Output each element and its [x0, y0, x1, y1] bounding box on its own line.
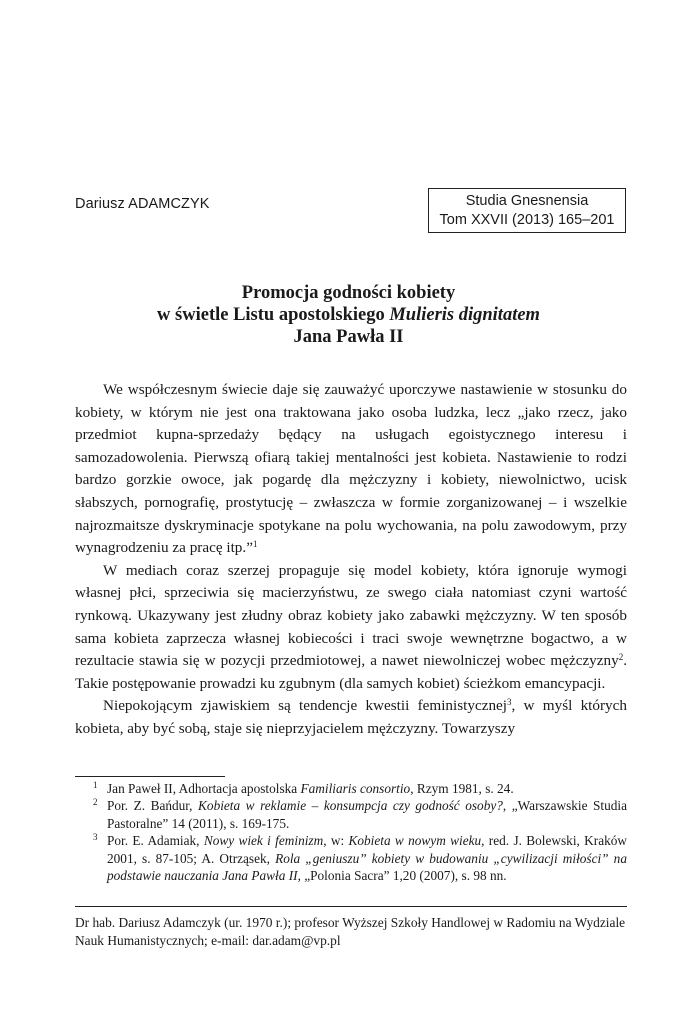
journal-citation-box — [428, 188, 626, 233]
footnote-2-italic: Kobieta w reklamie – konsumpcja czy godność osoby? — [198, 798, 503, 814]
footnote-1-text-b: , Rzym 1981, s. 24. — [410, 781, 514, 796]
paragraph-3-end: , w myśl których kobieta, aby być sobą, staje się nieprzyjacielem mężczyzny. Towarzyszy — [75, 697, 627, 737]
footnote-ref-3: 3 — [507, 697, 512, 708]
footnote-2-number: 2 — [93, 797, 98, 808]
title-line-3: Jana Pawła II — [293, 327, 404, 347]
footnote-3-text-b: , w: — [323, 833, 349, 849]
paragraph-1 — [75, 379, 627, 560]
author-name: Dariusz ADAMCZYK — [75, 196, 210, 212]
title-line-2 — [0, 304, 697, 326]
footnote-3 — [75, 832, 627, 884]
main-text — [75, 379, 627, 741]
paragraph-2 — [75, 560, 627, 696]
footnote-3-text-a: Por. E. Adamiak, — [107, 833, 204, 849]
paragraph-1-text: We współczesnym świecie daje się zauważyć uporczywe nastawienie w stosunku do kobiety, w którym nie jest ona traktowana jako osoba ludzka, lecz „jako rzecz, jako przedmiot kupna-sprzedaży będący na usługach egoistycznego interesu i samozadowolenia. Pierwszą ofiarą takiej mentalności jest kobieta. Nastawienie to rodzi bardzo gorzkie owoce, jak pogardę dla mężczyzny i kobiety, niewolnictwo, ucisk słabszych, pornografię, prostytucję – zwłaszcza w formie zorganizowanej – i wszelkie najrozmaitsze dyskryminacje spotykane na polu wychowania, na polu zawodowym, przy wynagrodzeniu za pracę itp.” — [75, 381, 627, 557]
footnotes — [75, 780, 627, 884]
footnote-3-text-c: , red. J. Bolewski, Kraków 2001, s. 87-105; A. Otrząsek, — [107, 833, 627, 866]
footnote-3-text-d: , „Polonia Sacra” 1,20 (2007), s. 98 nn. — [297, 868, 507, 884]
footnote-1-italic: Familiaris consortio — [300, 781, 411, 796]
paragraph-3-start: Niepokojącym zjawiskiem są tendencje kwestii feministycznej — [103, 697, 507, 715]
journal-volume: Tom XXVII (2013) 165–201 — [439, 212, 615, 228]
title-line-2-prefix: w świetle Listu apostolskiego — [157, 305, 390, 325]
footnote-2-text-a: Por. Z. Bańdur, — [107, 798, 199, 814]
title-line-2-italic: Mulieris dignitatem — [389, 305, 540, 325]
footnote-1-number: 1 — [93, 780, 98, 790]
footnote-ref-1: 1 — [252, 539, 258, 550]
author-affiliation: Dr hab. Dariusz Adamczyk (ur. 1970 r.); profesor Wyższej Szkoły Handlowej w Radomiu na Wydziale Nauk Humanistycznych; e-mail: dar.adam@vp.pl — [75, 915, 626, 948]
footnote-3-italic-a: Nowy wiek i feminizm — [203, 833, 324, 849]
footnote-separator — [75, 776, 225, 777]
affiliation-separator — [75, 906, 627, 907]
paragraph-3 — [75, 695, 627, 740]
footnote-3-italic-c: Rola „geniuszu” kobiety w budowaniu „cywilizacji miłości” na podstawie nauczania Jana Pawła II — [107, 850, 627, 884]
footnote-1-text-a: Jan Paweł II, Adhortacja apostolska — [107, 781, 301, 796]
footnote-2 — [75, 797, 627, 832]
paragraph-2-text: W mediach coraz szerzej propaguje się model kobiety, która ignoruje wymogi własnej płci, sprzeciwia się macierzyństwu, ze swego ciała natomiast czyni wartość rynkową. Ukazywany jest złudny obraz kobiety jako zabawki mężczyzny. W ten sposób sama kobieta zaprzecza własnej kobiecości i traci swoje wewnętrzne bogactwo, a w rezultacie stawia się w pozycji przedmiotowej, a nawet niewolniczej wobec mężczyzny — [75, 561, 627, 670]
paragraph-2-end: . Takie postępowanie prowadzi ku zgubnym (dla samych kobiet) ścieżkom emancypacji. — [75, 652, 627, 692]
footnote-ref-2: 2 — [618, 652, 624, 663]
journal-name: Studia Gnesnensia — [465, 193, 589, 209]
footnote-1 — [75, 780, 627, 797]
footnote-2-text-b: , „Warszawskie Studia Pastoralne” 14 (2011), s. 169-175. — [107, 798, 628, 831]
footnote-3-italic-b: Kobieta w nowym wieku — [348, 833, 482, 849]
title-line-1: Promocja godności kobiety — [241, 283, 456, 303]
article-title — [0, 282, 697, 348]
footnote-3-number: 3 — [93, 832, 98, 843]
